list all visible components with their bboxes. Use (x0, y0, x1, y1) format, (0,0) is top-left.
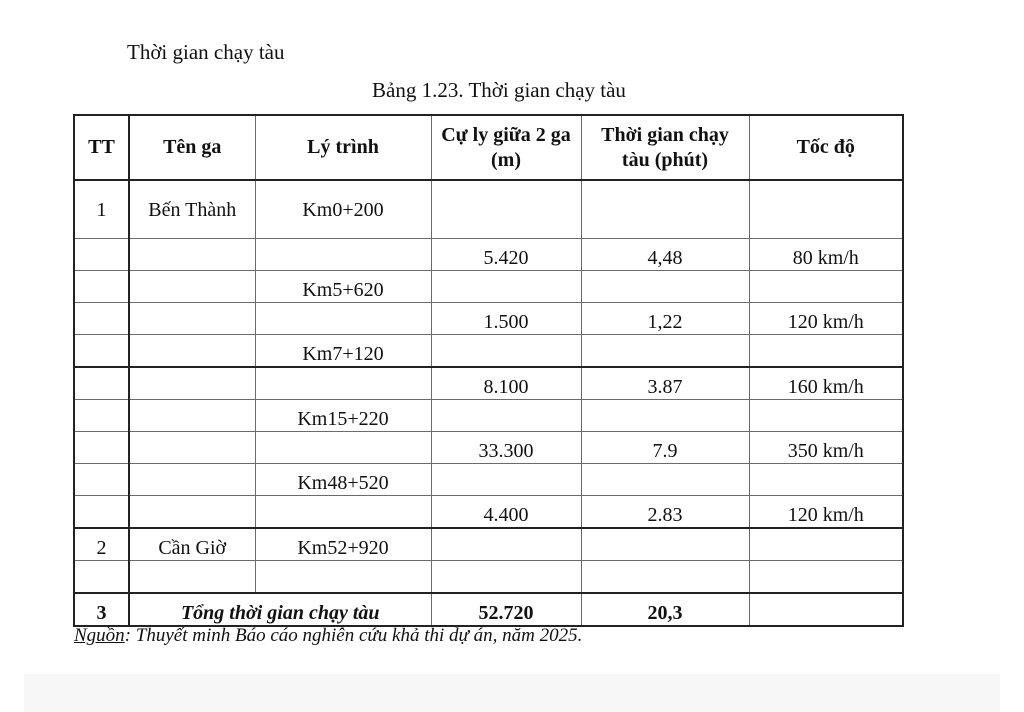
header-station: Tên ga (129, 115, 255, 180)
cell-chainage (255, 367, 431, 400)
cell-time: 4,48 (581, 239, 749, 271)
cell-tt (74, 239, 129, 271)
cell-chainage: Km15+220 (255, 400, 431, 432)
cell-speed: 350 km/h (749, 432, 903, 464)
cell-speed: 120 km/h (749, 303, 903, 335)
cell-tt (74, 432, 129, 464)
cell-station (129, 464, 255, 496)
cell-time (581, 464, 749, 496)
total-time: 20,3 (581, 593, 749, 626)
cell-chainage: Km48+520 (255, 464, 431, 496)
cell-time (581, 561, 749, 594)
cell-tt (74, 303, 129, 335)
table-row (74, 239, 903, 271)
cell-speed: 80 km/h (749, 239, 903, 271)
cell-chainage: Km7+120 (255, 335, 431, 368)
cell-distance: 5.420 (431, 239, 581, 271)
cell-tt: 1 (74, 180, 129, 239)
cell-speed (749, 271, 903, 303)
cell-station (129, 496, 255, 529)
cell-speed (749, 561, 903, 594)
table-caption: Bảng 1.23. Thời gian chạy tàu (372, 78, 626, 102)
cell-chainage (255, 303, 431, 335)
cell-time (581, 180, 749, 239)
cell-chainage (255, 239, 431, 271)
footer-bar (24, 674, 1000, 712)
table-row (74, 528, 903, 561)
table-row (74, 367, 903, 400)
train-time-table (73, 114, 904, 627)
cell-tt (74, 464, 129, 496)
header-speed: Tốc độ (749, 115, 903, 180)
cell-tt (74, 271, 129, 303)
cell-tt (74, 400, 129, 432)
cell-station (129, 367, 255, 400)
cell-time (581, 528, 749, 561)
cell-chainage: Km52+920 (255, 528, 431, 561)
cell-time: 2.83 (581, 496, 749, 529)
cell-speed: 160 km/h (749, 367, 903, 400)
header-tt: TT (74, 115, 129, 180)
table-row (74, 400, 903, 432)
cell-station (129, 271, 255, 303)
cell-distance (431, 561, 581, 594)
cell-station (129, 561, 255, 594)
cell-time: 3.87 (581, 367, 749, 400)
cell-speed (749, 464, 903, 496)
cell-distance: 8.100 (431, 367, 581, 400)
cell-station (129, 432, 255, 464)
table-row (74, 180, 903, 239)
table-row (74, 303, 903, 335)
cell-station (129, 303, 255, 335)
cell-chainage (255, 496, 431, 529)
table-row (74, 335, 903, 368)
cell-chainage (255, 432, 431, 464)
cell-time (581, 271, 749, 303)
section-heading: Thời gian chạy tàu (127, 40, 285, 64)
header-time: Thời gian chạy tàu (phút) (581, 115, 749, 180)
cell-time: 1,22 (581, 303, 749, 335)
source-label: Nguồn (74, 625, 125, 646)
cell-station: Bến Thành (129, 180, 255, 239)
cell-distance: 33.300 (431, 432, 581, 464)
total-speed (749, 593, 903, 626)
source-text: : Thuyết minh Báo cáo nghiên cứu khả thi dự án, năm 2025. (124, 625, 583, 646)
cell-distance (431, 335, 581, 368)
cell-station (129, 400, 255, 432)
cell-chainage: Km0+200 (255, 180, 431, 239)
total-label: Tổng thời gian chạy tàu (129, 593, 431, 626)
table-row (74, 271, 903, 303)
cell-station: Cần Giờ (129, 528, 255, 561)
cell-tt: 2 (74, 528, 129, 561)
header-chainage: Lý trình (255, 115, 431, 180)
cell-distance (431, 528, 581, 561)
table-total-row (74, 593, 903, 626)
header-distance: Cự ly giữa 2 ga (m) (431, 115, 581, 180)
cell-tt (74, 335, 129, 368)
source-note (74, 625, 582, 647)
cell-speed (749, 400, 903, 432)
total-distance: 52.720 (431, 593, 581, 626)
cell-distance (431, 464, 581, 496)
cell-speed (749, 180, 903, 239)
total-tt: 3 (74, 593, 129, 626)
cell-tt (74, 561, 129, 594)
table-row (74, 561, 903, 594)
table-row (74, 464, 903, 496)
cell-speed: 120 km/h (749, 496, 903, 529)
cell-chainage: Km5+620 (255, 271, 431, 303)
cell-distance (431, 400, 581, 432)
cell-tt (74, 496, 129, 529)
cell-speed (749, 528, 903, 561)
cell-distance (431, 271, 581, 303)
cell-station (129, 239, 255, 271)
cell-distance (431, 180, 581, 239)
cell-time: 7.9 (581, 432, 749, 464)
cell-distance: 4.400 (431, 496, 581, 529)
cell-distance: 1.500 (431, 303, 581, 335)
table-row (74, 432, 903, 464)
cell-speed (749, 335, 903, 368)
cell-chainage (255, 561, 431, 594)
cell-time (581, 400, 749, 432)
table-row (74, 496, 903, 529)
cell-tt (74, 367, 129, 400)
table-header-row (74, 115, 903, 180)
cell-station (129, 335, 255, 368)
cell-time (581, 335, 749, 368)
